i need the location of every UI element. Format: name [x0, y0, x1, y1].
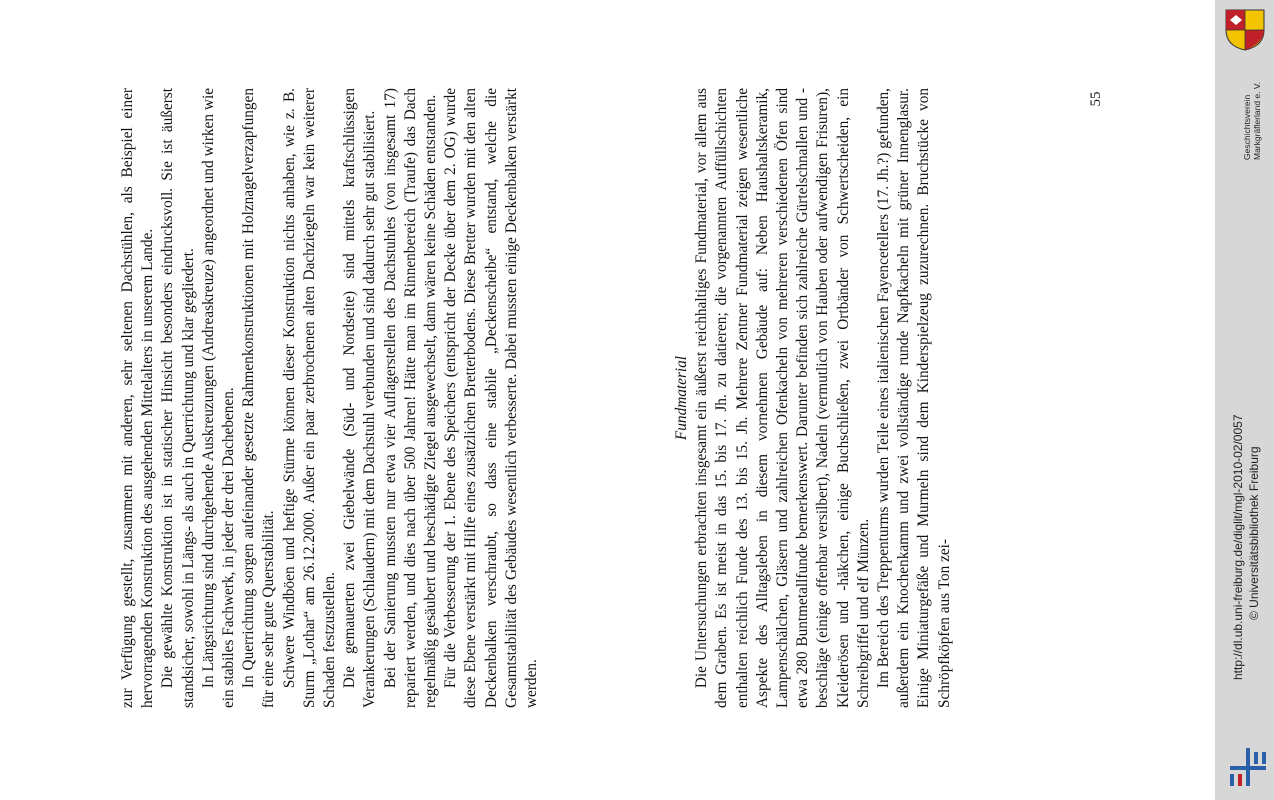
page-number: 55: [1088, 91, 1104, 107]
viewer-sidebar: [1215, 0, 1274, 800]
paragraph: Im Bereich des Treppenturms wurden Teile eines italienischen Fayencetellers (17. Jh.?) gefunden, außerdem ein Knochenkamm und zwei vollständige runde Napfkacheln mit grüner Innenglasur. Einige Miniaturgefäße und Murmeln sind dem Kinderspielzeug zuzurechnen. Bruchstücke von Schröpfköpfen aus Ton zei-: [875, 88, 953, 708]
copyright-notice: © Universitätsbibliothek Freiburg: [1247, 446, 1261, 620]
paragraph: Die gewählte Konstruktion ist in statischer Hinsicht besonders eindrucksvoll. Sie ist äußerst standsicher, sowohl in Längs- als auch in Querrichtung und klar gegliedert.: [159, 88, 197, 708]
text-column-upper: [118, 88, 542, 708]
paragraph: Die gemauerten zwei Giebelwände (Süd- und Nordseite) sind mittels kraftschlüssigen Verankerungen (Schlaudern) mit dem Dachstuhl verbunden und sind dadurch sehr gut stabilisiert.: [341, 88, 379, 708]
paragraph: Für die Verbesserung der 1. Ebene des Speichers (entspricht der Decke über dem 2. OG) wurde diese Ebene verstärkt mit Hilfe eines zusätzlichen Bretterbodens. Diese Bretter wurden mit den alten Deckenbalken verschraubt, so dass eine stabile „Deckenscheibe“ entstand, welche die Gesamtstabilität des Gebäudes wesentlich verbesserte. Dabei mussten einige Deckenbalken verstärkt werden.: [442, 88, 541, 708]
coat-of-arms-icon: [1222, 6, 1268, 52]
paragraph: In Querrichtung sorgen aufeinander gesetzte Rahmenkonstruktionen mit Holznagelverzapfungen für eine sehr gute Querstabilität.: [240, 88, 278, 708]
library-logo-icon: [1226, 744, 1270, 790]
permalink-url[interactable]: http://dl.ub.uni-freiburg.de/diglit/mgl-2010-02/0057: [1231, 414, 1245, 680]
paragraph: Die Untersuchungen erbrachten insgesamt ein äußerst reichhaltiges Fundmaterial, vor allem aus dem Graben. Es ist meist in das 15. bis 17. Jh. zu datieren; die vorgenannten Auffüllschichten enthalten reichlich Funde des 13. bis 15. Jh. Mehrere Zentner Fundmaterial zeigen wesentliche Aspekte des Alltagsleben in diesem vornehmen Gebäude auf: Neben Haushaltskeramik, Lampenschälchen, Gläsern und zahlreichen Ofenkacheln von mehreren verschiedenen Öfen sind etwa 280 Buntmetallfunde bemerkenswert. Darunter befinden sich zahlreiche Gürtelschnallen und -beschläge (einige offenbar versilbert), Nadeln (vermutlich von Hauben oder aufwendigen Frisuren), Kleiderösen und -häkchen, einige Buchschließen, zwei Ortbänder von Schwertscheiden, ein Schreibgriffel und elf Münzen.: [693, 88, 872, 708]
paragraph: Schwere Windböen und heftige Stürme können dieser Konstruktion nichts anhaben, wie z. B. Sturm „Lothar“ am 26.12.2000. Außer ein paar zerbrochenen alten Dachziegeln war kein weiterer Schaden festzustellen.: [280, 88, 339, 708]
text-column-lower: [672, 88, 955, 708]
paragraph: zur Verfügung gestellt, zusammen mit anderen, sehr seltenen Dachstühlen, als Beispiel einer hervorragenden Konstruktion des ausgehenden Mittelalters in unserem Lande.: [119, 88, 157, 708]
society-name: Geschichtsverein Markgräflerland e. V.: [1242, 81, 1262, 160]
section-heading: Fundmaterial: [673, 355, 690, 441]
paragraph: In Längsrichtung sind durchgehende Auskreuzungen (Andreaskreuze) angeordnet und wirken wie ein stabiles Fachwerk, in jeder der drei Dachebenen.: [199, 88, 238, 708]
paragraph: Bei der Sanierung mussten nur etwa vier Auflagerstellen des Dachstuhles (von insgesamt 17) repariert werden, und dies nach über 500 Jahren! Hätte man im Rinnenbereich (Traufe) das Dach regelmäßig gesäubert und beschädigte Ziegel ausgewechselt, dann wären keine Schäden entstanden.: [381, 88, 440, 708]
